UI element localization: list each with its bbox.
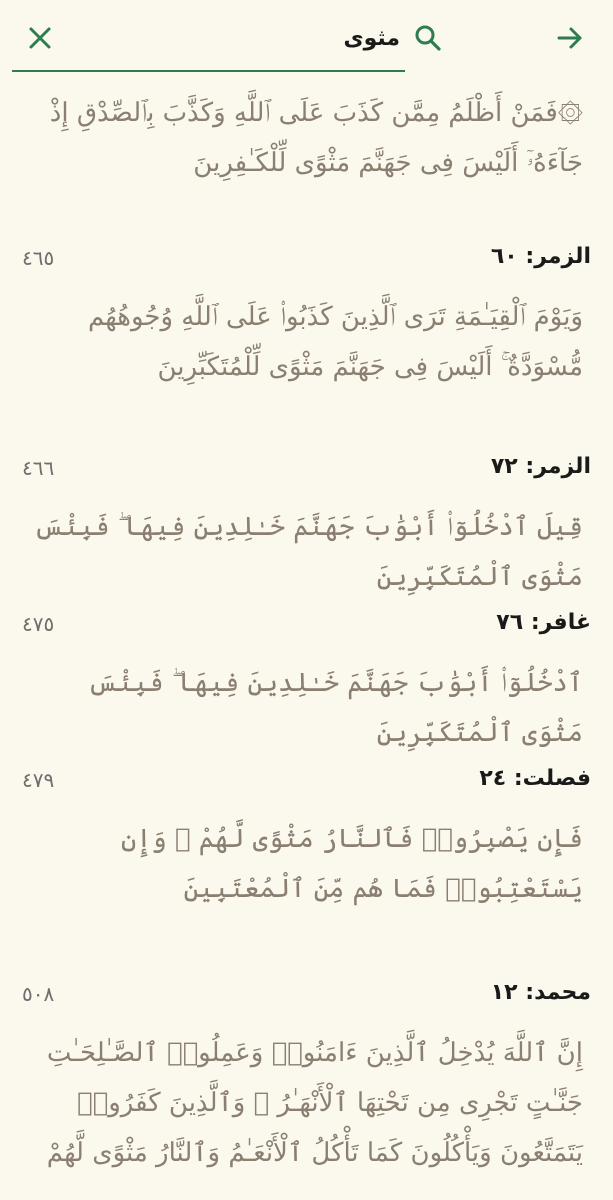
search-bar xyxy=(0,0,613,80)
result-header xyxy=(22,610,591,646)
result-header xyxy=(22,980,591,1016)
verse-text: قِيلَ ٱدْخُلُوٓا۟ أَبْوَٰبَ جَهَنَّمَ خَـٰلِدِينَ فِيهَا ۖ فَبِئْسَ مَثْوَى ٱلْمُتَكَبِّرِينَ xyxy=(33,512,583,592)
page-number: ٥٠٨ xyxy=(22,982,55,1006)
surah-reference: فصلت: ٢٤ xyxy=(479,766,591,791)
search-input-underline xyxy=(12,70,405,72)
verse-text: إِنَّ ٱللَّهَ يُدْخِلُ ٱلَّذِينَ ءَامَنُوا۟ وَعَمِلُوا۟ ٱلصَّـٰلِحَـٰتِ جَنَّـٰتٍ تَجْرِى مِن تَحْتِهَا ٱلْأَنْهَـٰرُ ۖ وَٱلَّذِينَ كَفَرُوا۟ يَتَمَتَّعُونَ وَيَأْكُلُونَ كَمَا تَأْكُلُ ٱلْأَنْعَـٰمُ وَٱلنَّارُ مَثْوًى لَّهُمْ xyxy=(46,1038,583,1168)
surah-reference: غافر: ٧٦ xyxy=(496,610,591,635)
verse-text: ٱدْخُلُوٓا۟ أَبْوَٰبَ جَهَنَّمَ خَـٰلِدِينَ فِيهَا ۖ فَبِئْسَ مَثْوَى ٱلْمُتَكَبِّرِينَ xyxy=(87,668,583,748)
result-header xyxy=(22,454,591,490)
page-number: ٤٦٥ xyxy=(22,246,55,270)
surah-reference: الزمر: ٦٠ xyxy=(490,244,591,269)
close-button[interactable] xyxy=(20,18,60,58)
surah-reference: الزمر: ٧٢ xyxy=(490,454,591,479)
results-list xyxy=(0,80,613,1200)
surah-reference: محمد: ١٢ xyxy=(490,980,591,1005)
verse-text: ۞فَمَنْ أَظْلَمُ مِمَّن كَذَبَ عَلَى ٱللَّهِ وَكَذَّبَ بِٱلصِّدْقِ إِذْ جَآءَهُۥٓ أَلَيْسَ فِى جَهَنَّمَ مَثْوًى لِّلْكَـٰفِرِينَ xyxy=(49,98,583,178)
page-number: ٤٦٦ xyxy=(22,456,55,480)
result-header xyxy=(22,766,591,802)
page-number: ٤٧٥ xyxy=(22,612,55,636)
verse-text: فَإِن يَصْبِرُوا۟ فَٱلنَّارُ مَثْوًى لَّهُمْ ۖ وَإِن يَسْتَعْتِبُوا۟ فَمَا هُم مِّنَ ٱلْمُعْتَبِينَ xyxy=(120,824,583,904)
search-input[interactable] xyxy=(70,20,400,56)
page-number: ٤٧٩ xyxy=(22,768,55,792)
search-icon xyxy=(414,24,442,52)
back-button[interactable] xyxy=(550,18,590,58)
close-icon xyxy=(27,25,53,51)
verse-text: وَيَوْمَ ٱلْقِيَـٰمَةِ تَرَى ٱلَّذِينَ كَذَبُوا۟ عَلَى ٱللَّهِ وُجُوهُهُم مُّسْوَدَّةٌ ۚ أَلَيْسَ فِى جَهَنَّمَ مَثْوًى لِّلْمُتَكَبِّرِينَ xyxy=(87,302,583,382)
search-icon-button[interactable] xyxy=(410,20,446,56)
result-header xyxy=(22,244,591,280)
arrow-forward-icon xyxy=(556,24,584,52)
